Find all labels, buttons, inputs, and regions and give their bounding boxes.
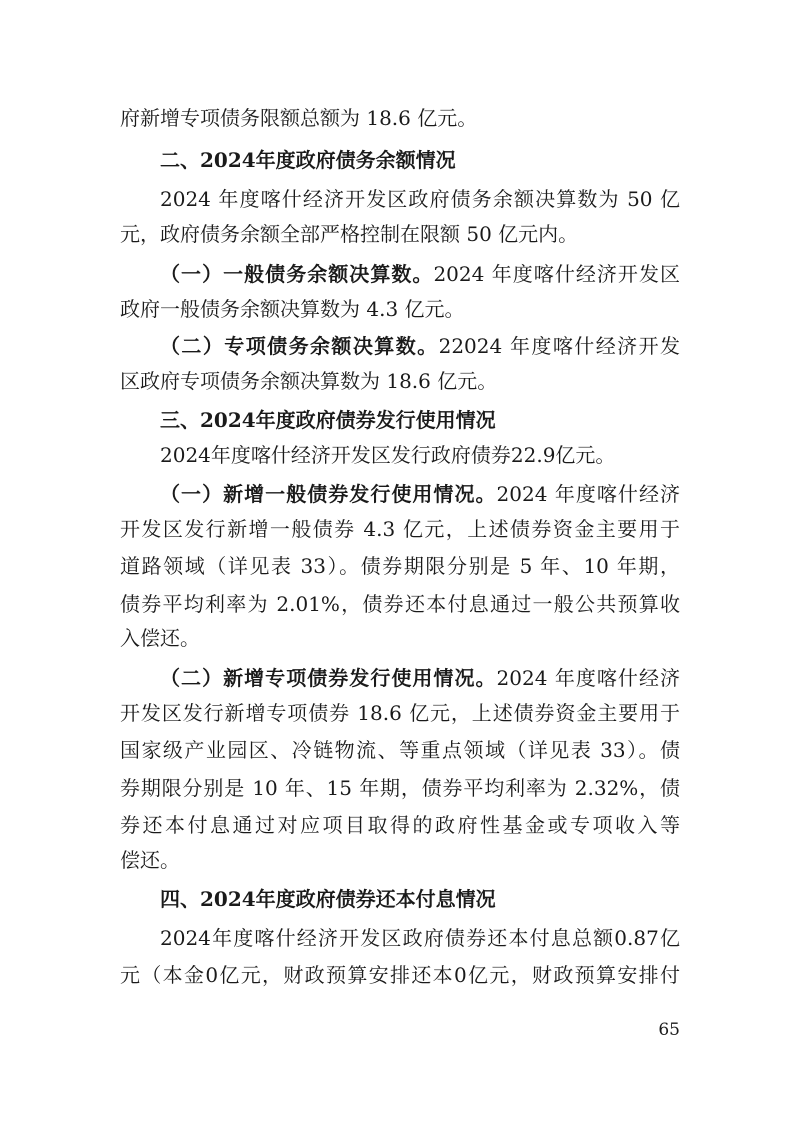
subheading-new-general-bonds: （一）新增一般债券发行使用情况。 (160, 482, 497, 506)
paragraph-line: 债券平均利率为 2.01%，债券还本付息通过一般公共预算收 (120, 592, 680, 616)
paragraph-line: 区政府专项债务余额决算数为 18.6 亿元。 (120, 369, 498, 393)
paragraph-line: 政府一般债务余额决算数为 4.3 亿元。 (120, 297, 465, 321)
paragraph-line: 府新增专项债务限额总额为 18.6 亿元。 (120, 106, 478, 130)
subheading-special-debt-balance: （二）专项债务余额决算数。 (160, 334, 439, 358)
paragraph-line: 国家级产业园区、冷链物流、等重点领域（详见表 33）。债 (120, 738, 680, 762)
subheading-line: （一）新增一般债券发行使用情况。2024 年度喀什经济 (160, 482, 680, 506)
page-number: 65 (658, 1020, 680, 1040)
paragraph-line: 道路领域（详见表 33）。债券期限分别是 5 年、10 年期， (120, 554, 680, 578)
paragraph-line: 偿还。 (120, 848, 180, 872)
section-heading-3: 三、2024年度政府债券发行使用情况 (160, 408, 496, 432)
subheading-new-special-bonds: （二）新增专项债券发行使用情况。 (160, 666, 497, 690)
paragraph-line: 入偿还。 (120, 626, 200, 650)
paragraph-line: 开发区发行新增一般债券 4.3 亿元，上述债券资金主要用于 (120, 517, 680, 541)
subheading-line: （一）一般债务余额决算数。2024 年度喀什经济开发区 (160, 262, 680, 286)
subheading-line: （二）新增专项债券发行使用情况。2024 年度喀什经济 (160, 666, 680, 690)
subheading-general-debt-balance: （一）一般债务余额决算数。 (160, 262, 434, 286)
section-heading-4: 四、2024年度政府债券还本付息情况 (160, 887, 496, 911)
subheading-line: （二）专项债务余额决算数。22024 年度喀什经济开发 (160, 334, 680, 358)
paragraph-line: 券还本付息通过对应项目取得的政府性基金或专项收入等 (120, 813, 680, 837)
paragraph-line: 2024年度喀什经济开发区发行政府债券22.9亿元。 (160, 443, 616, 467)
paragraph-line: 2024年度喀什经济开发区政府债券还本付息总额0.87亿 (160, 926, 680, 950)
section-heading-2: 二、2024年度政府债务余额情况 (160, 148, 456, 172)
paragraph-line: 开发区发行新增专项债券 18.6 亿元，上述债券资金主要用于 (120, 701, 680, 725)
paragraph-line: 2024 年度喀什经济开发区政府债务余额决算数为 50 亿 (160, 187, 680, 211)
paragraph-line: 元，政府债务余额全部严格控制在限额 50 亿元内。 (120, 222, 579, 246)
paragraph-line: 元（本金0亿元，财政预算安排还本0亿元，财政预算安排付 (120, 963, 680, 987)
paragraph-line: 券期限分别是 10 年、15 年期，债券平均利率为 2.32%，债 (120, 776, 680, 800)
